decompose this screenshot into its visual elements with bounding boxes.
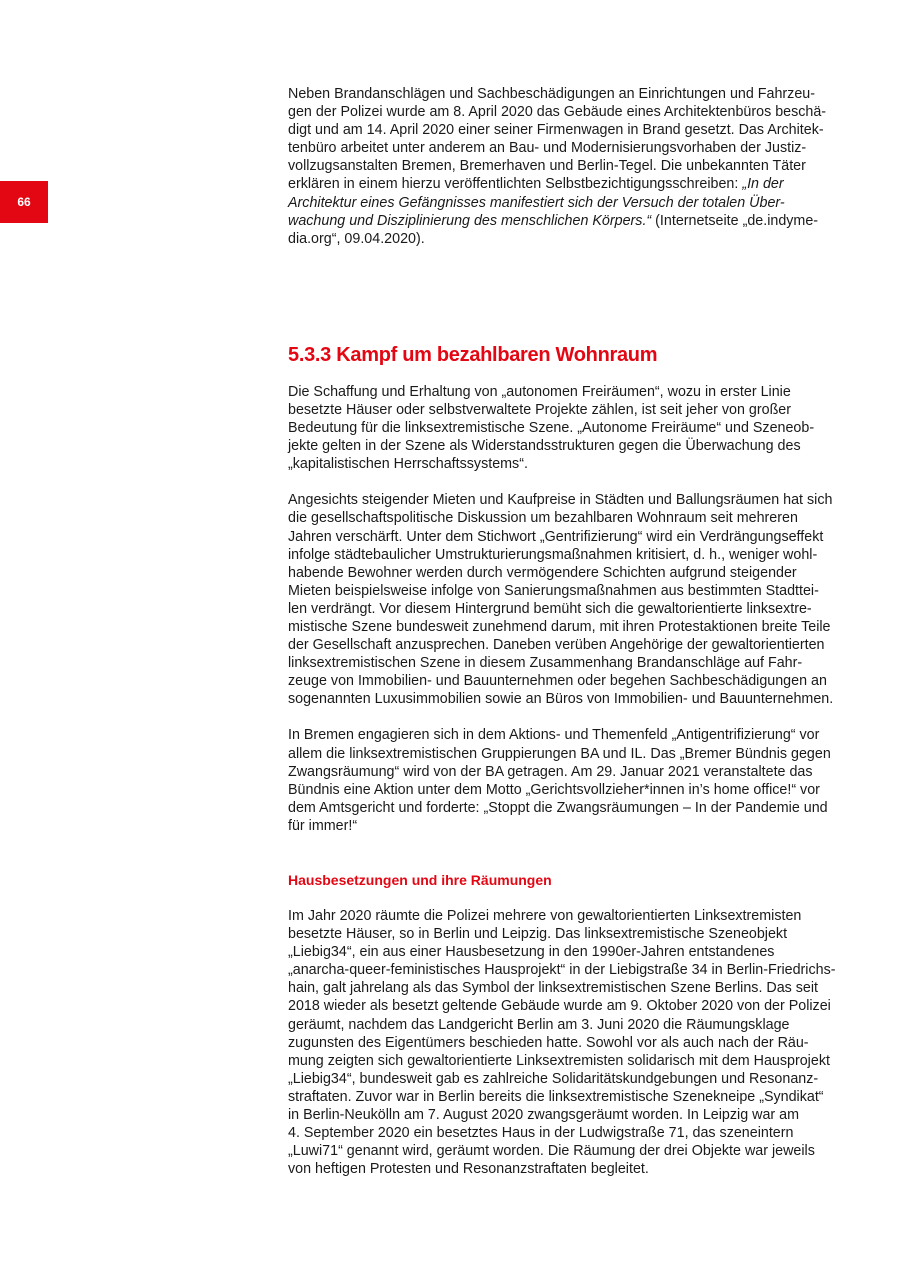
text-run: infolge städtebaulicher Umstrukturierungsmaßnahmen kritisiert, d. h., weniger wohl-	[288, 546, 818, 563]
text-line	[288, 925, 840, 943]
text-line	[288, 383, 840, 401]
text-line	[288, 175, 840, 193]
text-line	[288, 618, 840, 636]
text-run: für immer!“	[288, 817, 358, 834]
text-line	[288, 907, 840, 925]
text-line	[288, 1034, 840, 1052]
text-run: dem Amtsgericht und forderte: „Stoppt die Zwangsräumungen – In der Pandemie und	[288, 799, 828, 816]
text-line	[288, 509, 840, 527]
text-line	[288, 528, 840, 546]
text-run: 2018 wieder als besetzt geltende Gebäude wurde am 9. Oktober 2020 von der Polizei	[288, 998, 831, 1015]
text-run: Jahren verschärft. Unter dem Stichwort „Gentrifizierung“ wird ein Verdrängungseffekt	[288, 528, 824, 545]
text-line	[288, 194, 840, 212]
text-line	[288, 943, 840, 961]
text-run: von heftigen Protesten und Resonanzstraftaten begleitet.	[288, 1161, 649, 1178]
text-run: „Luwi71“ genannt wird, geräumt worden. Die Räumung der drei Objekte war jeweils	[288, 1143, 815, 1160]
text-line	[288, 491, 840, 509]
text-run: 4. September 2020 ein besetztes Haus in der Ludwigstraße 71, das szeneintern	[288, 1125, 794, 1142]
italic-quote: Architektur eines Gefängnisses manifestiert sich der Versuch der totalen Über-	[288, 194, 785, 211]
text-run: Neben Brandanschlägen und Sachbeschädigungen an Einrichtungen und Fahrzeu-	[288, 86, 815, 102]
section-paragraph	[288, 491, 840, 708]
text-line	[288, 230, 840, 248]
text-line	[288, 1160, 840, 1178]
text-line	[288, 212, 840, 230]
text-run: vollzugsanstalten Bremen, Bremerhaven und Berlin-Tegel. Die unbekannten Täter	[288, 158, 806, 175]
section-paragraph	[288, 726, 840, 835]
text-run: mung zeigten sich gewaltorientierte Linksextremisten solidarisch mit dem Hausprojekt	[288, 1052, 830, 1069]
text-run: zeuge von Immobilien- und Bauunternehmen oder begehen Sachbeschädigungen an	[288, 673, 827, 690]
text-line	[288, 654, 840, 672]
subsection-heading: Hausbesetzungen und ihre Räumungen	[288, 872, 552, 888]
text-run: hain, galt jahrelang als das Symbol der linksextremistischen Szene Berlins. Das seit	[288, 980, 819, 997]
text-run: linksextremistischen Szene in diesem Zusammenhang Brandanschläge auf Fahr-	[288, 655, 803, 672]
text-line	[288, 437, 840, 455]
text-line	[288, 582, 840, 600]
italic-quote: wachung und Disziplinierung des menschlichen Körpers.“	[288, 212, 652, 229]
text-line	[288, 157, 840, 175]
text-run: Die Schaffung und Erhaltung von „autonomen Freiräumen“, wozu in erster Linie	[288, 383, 791, 400]
text-line	[288, 1052, 840, 1070]
text-line	[288, 997, 840, 1015]
text-run: Zwangsräumung“ wird von der BA getragen. Am 29. Januar 2021 veranstaltete das	[288, 763, 813, 780]
text-run: zugunsten des Eigentümers beschieden hatte. Sowohl vor als auch nach der Räu-	[288, 1034, 809, 1051]
text-line	[288, 979, 840, 997]
text-run: „Liebig34“, ein aus einer Hausbesetzung in den 1990er-Jahren entstandenes	[288, 944, 775, 961]
text-line	[288, 745, 840, 763]
text-run: Mieten beispielsweise infolge von Sanierungsmaßnahmen aus bestimmten Stadttei-	[288, 582, 819, 599]
text-line	[288, 546, 840, 564]
text-run: Angesichts steigender Mieten und Kaufpreise in Städten und Ballungsräumen hat sich	[288, 492, 833, 509]
text-line	[288, 817, 840, 835]
text-run: Bedeutung für die linksextremistische Szene. „Autonome Freiräume“ und Szeneob-	[288, 420, 815, 437]
text-run: straftaten. Zuvor war in Berlin bereits die linksextremistische Szenekneipe „Syndikat“	[288, 1088, 824, 1105]
text-line	[288, 1088, 840, 1106]
text-line	[288, 672, 840, 690]
page-number: 66	[17, 195, 31, 209]
text-line	[288, 799, 840, 817]
text-run: (Internetseite „de.indyme-	[651, 212, 819, 229]
text-line	[288, 763, 840, 781]
text-line	[288, 419, 840, 437]
text-run: „Liebig34“, bundesweit gab es zahlreiche Solidaritätskundgebungen und Resonanz-	[288, 1070, 819, 1087]
text-line	[288, 1124, 840, 1142]
text-line	[288, 1070, 840, 1088]
intro-paragraph	[288, 85, 840, 248]
page-number-tab	[0, 181, 48, 223]
subsection-paragraph	[288, 907, 840, 1178]
text-line	[288, 726, 840, 744]
text-line	[288, 781, 840, 799]
text-run: gen der Polizei wurde am 8. April 2020 das Gebäude eines Architektenbüros beschä-	[288, 104, 827, 121]
text-run: Im Jahr 2020 räumte die Polizei mehrere von gewaltorientierten Linksextremisten	[288, 908, 802, 924]
main-content	[288, 85, 840, 1178]
text-line	[288, 564, 840, 582]
text-line	[288, 85, 840, 103]
text-line	[288, 636, 840, 654]
text-line	[288, 121, 840, 139]
text-run: sogenannten Luxusimmobilien sowie an Büros von Immobilien- und Bauunternehmen.	[288, 691, 834, 708]
text-line	[288, 961, 840, 979]
text-run: der Gesellschaft anzusprechen. Daneben verüben Angehörige der gewaltorientierten	[288, 637, 825, 654]
text-run: len verdrängt. Vor diesem Hintergrund bemüht sich die gewaltorientierte linksextre-	[288, 600, 812, 617]
text-run: dia.org“, 09.04.2020).	[288, 230, 425, 247]
text-line	[288, 401, 840, 419]
text-run: In Bremen engagieren sich in dem Aktions- und Themenfeld „Antigentrifizierung“ vor	[288, 727, 820, 744]
text-run: die gesellschaftspolitische Diskussion um bezahlbaren Wohnraum seit mehreren	[288, 510, 798, 527]
text-run: „kapitalistischen Herrschaftssystems“.	[288, 456, 528, 473]
text-line	[288, 690, 840, 708]
text-run: besetzte Häuser, so in Berlin und Leipzig. Das linksextremistische Szeneobjekt	[288, 926, 788, 943]
text-run: mistische Szene bundesweit zunehmend darum, mit ihren Protestaktionen breite Teile	[288, 618, 831, 635]
text-run: geräumt, nachdem das Landgericht Berlin am 3. Juni 2020 die Räumungsklage	[288, 1016, 790, 1033]
text-line	[288, 455, 840, 473]
text-run: digt und am 14. April 2020 einer seiner Firmenwagen in Brand gesetzt. Das Architek-	[288, 122, 824, 139]
text-run: in Berlin-Neukölln am 7. August 2020 zwangsgeräumt worden. In Leipzig war am	[288, 1107, 799, 1124]
text-run: habende Bewohner werden durch vermögendere Schichten aufgrund steigender	[288, 564, 797, 581]
text-line	[288, 103, 840, 121]
text-run: tenbüro arbeitet unter anderem an Bau- und Modernisierungsvorhaben der Justiz-	[288, 140, 807, 157]
section-paragraph	[288, 383, 840, 473]
text-run: erklären in einem hierzu veröffentlichten Selbstbezichtigungsschreiben:	[288, 176, 743, 193]
text-run: jekte gelten in der Szene als Widerstandsstrukturen gegen die Überwachung des	[288, 438, 801, 455]
text-run: allem die linksextremistischen Gruppierungen BA und IL. Das „Bremer Bündnis gegen	[288, 745, 831, 762]
text-run: „anarcha-queer-feministisches Hausprojekt“ in der Liebigstraße 34 in Berlin-Friedrichs-	[288, 962, 836, 979]
text-line	[288, 1106, 840, 1124]
section-heading: 5.3.3 Kampf um bezahlbaren Wohnraum	[288, 343, 658, 366]
text-run: Bündnis eine Aktion unter dem Motto „Gerichtsvollzieher*innen in’s home office!“ vor	[288, 781, 820, 798]
text-line	[288, 600, 840, 618]
text-line	[288, 1016, 840, 1034]
text-line	[288, 1142, 840, 1160]
text-run: besetzte Häuser oder selbstverwaltete Projekte zählen, ist seit jeher von großer	[288, 401, 792, 418]
italic-quote: „In der	[742, 176, 784, 193]
text-line	[288, 139, 840, 157]
